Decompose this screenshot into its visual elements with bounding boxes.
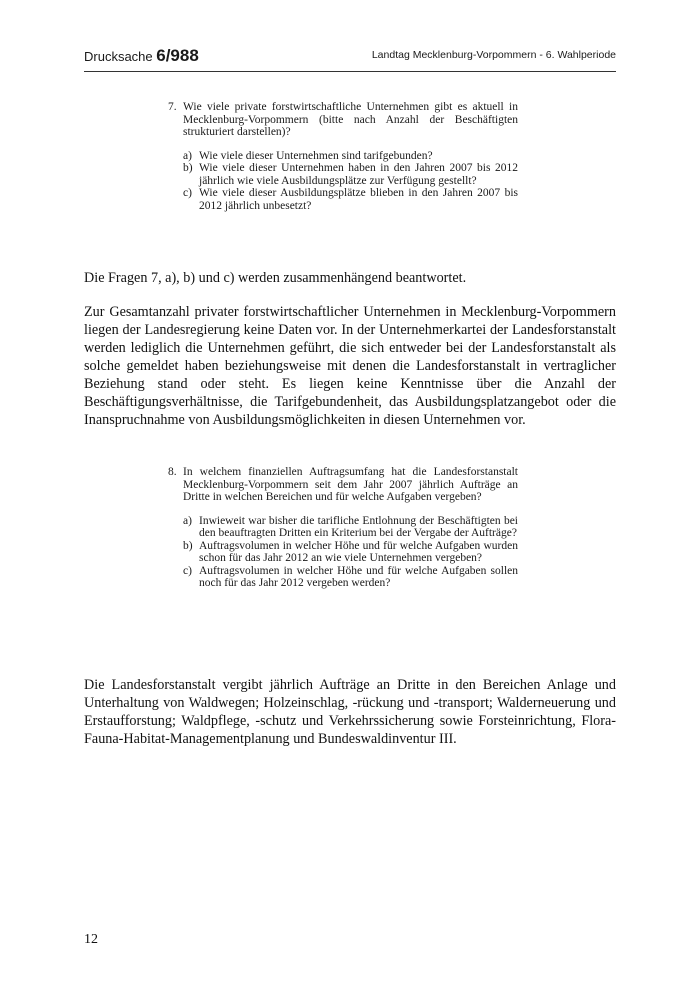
- sub-question-label: c): [183, 564, 192, 577]
- answer-8-body: Die Landesforstanstalt vergibt jährlich Aufträge an Dritte in den Bereichen Anlage und Unterhaltung von Waldwegen; Holzeinschlag, -rückung und -transport; Walderneuerung und Erstaufforstung; Waldpflege, -schutz und Verkehrssicherung sowie Forsteinrichtung, Flora-Fauna-Habitat-Managementplanung und Bundeswaldinventur III.: [84, 677, 616, 747]
- sub-question: [183, 540, 518, 565]
- sub-question: [183, 187, 518, 212]
- parliament-title: Landtag Mecklenburg-Vorpommern - 6. Wahlperiode: [371, 49, 616, 61]
- page-number: 12: [84, 932, 98, 947]
- question-number: 7.: [168, 101, 177, 113]
- sub-question-label: c): [183, 187, 192, 199]
- sub-question: [183, 565, 518, 590]
- answer-7-body: Zur Gesamtanzahl privater forstwirtschaftlicher Unternehmen in Mecklenburg-Vorpommern liegen der Landesregierung keine Daten vor. In der Unternehmerkartei der Landesforstanstalt werden lediglich die Unternehmen geführt, die sich entweder bei der Landesforstanstalt als solche gemeldet haben beziehungsweise mit denen die Landesforstanstalt in vertraglicher Beziehung stand oder steht. Es liegen keine Kenntnisse über die Anzahl der Beschäftigungsverhältnisse, die Tarifgebundenheit, das Ausbildungsplatzangebot oder die Inanspruchnahme von Ausbildungsmöglichkeiten in diesen Unternehmen vor.: [84, 304, 616, 428]
- sub-question-text: Wie viele dieser Ausbildungsplätze blieben in den Jahren 2007 bis 2012 jährlich unbesetzt?: [199, 187, 518, 212]
- question-text: Wie viele private forstwirtschaftliche Unternehmen gibt es aktuell in Mecklenburg-Vorpommern (bitte nach Anzahl der Beschäftigten strukturiert darstellen)?: [183, 101, 518, 138]
- sub-question: [183, 162, 518, 187]
- sub-question-text: Inwieweit war bisher die tarifliche Entlohnung der Beschäftigten bei den beauftragten Dritten ein Kriterium bei der Vergabe der Aufträge?: [199, 514, 518, 539]
- sub-question: [183, 150, 518, 163]
- sub-question: [183, 515, 518, 540]
- document-number: [84, 46, 199, 66]
- sub-question-text: Auftragsvolumen in welcher Höhe und für welche Aufgaben wurden schon für das Jahr 2012 an wie viele Unternehmen vergeben?: [199, 539, 518, 564]
- question-text: In welchem finanziellen Auftragsumfang hat die Landesforstanstalt Mecklenburg-Vorpommern seit dem Jahr 2007 jährlich Aufträge an Dritte in welchen Bereichen und für welche Aufgaben vergeben?: [183, 466, 518, 503]
- document-number-value: 6/988: [156, 46, 199, 65]
- sub-question-label: a): [183, 514, 192, 527]
- question-8: [168, 466, 518, 590]
- sub-question-text: Wie viele dieser Unternehmen haben in den Jahren 2007 bis 2012 jährlich wie viele Ausbildungsplätze zur Verfügung gestellt?: [199, 162, 518, 187]
- sub-question-label: b): [183, 162, 193, 174]
- question-number: 8.: [168, 466, 177, 478]
- sub-question-text: Wie viele dieser Unternehmen sind tarifgebunden?: [199, 149, 433, 162]
- sub-question-text: Auftragsvolumen in welcher Höhe und für welche Aufgaben sollen noch für das Jahr 2012 vergeben werden?: [199, 564, 518, 589]
- document-label: Drucksache: [84, 49, 157, 64]
- header-divider: [84, 71, 616, 72]
- answer-7-intro: Die Fragen 7, a), b) und c) werden zusammenhängend beantwortet.: [84, 270, 467, 286]
- question-7: [168, 101, 518, 212]
- sub-question-label: b): [183, 539, 193, 552]
- sub-question-label: a): [183, 149, 192, 162]
